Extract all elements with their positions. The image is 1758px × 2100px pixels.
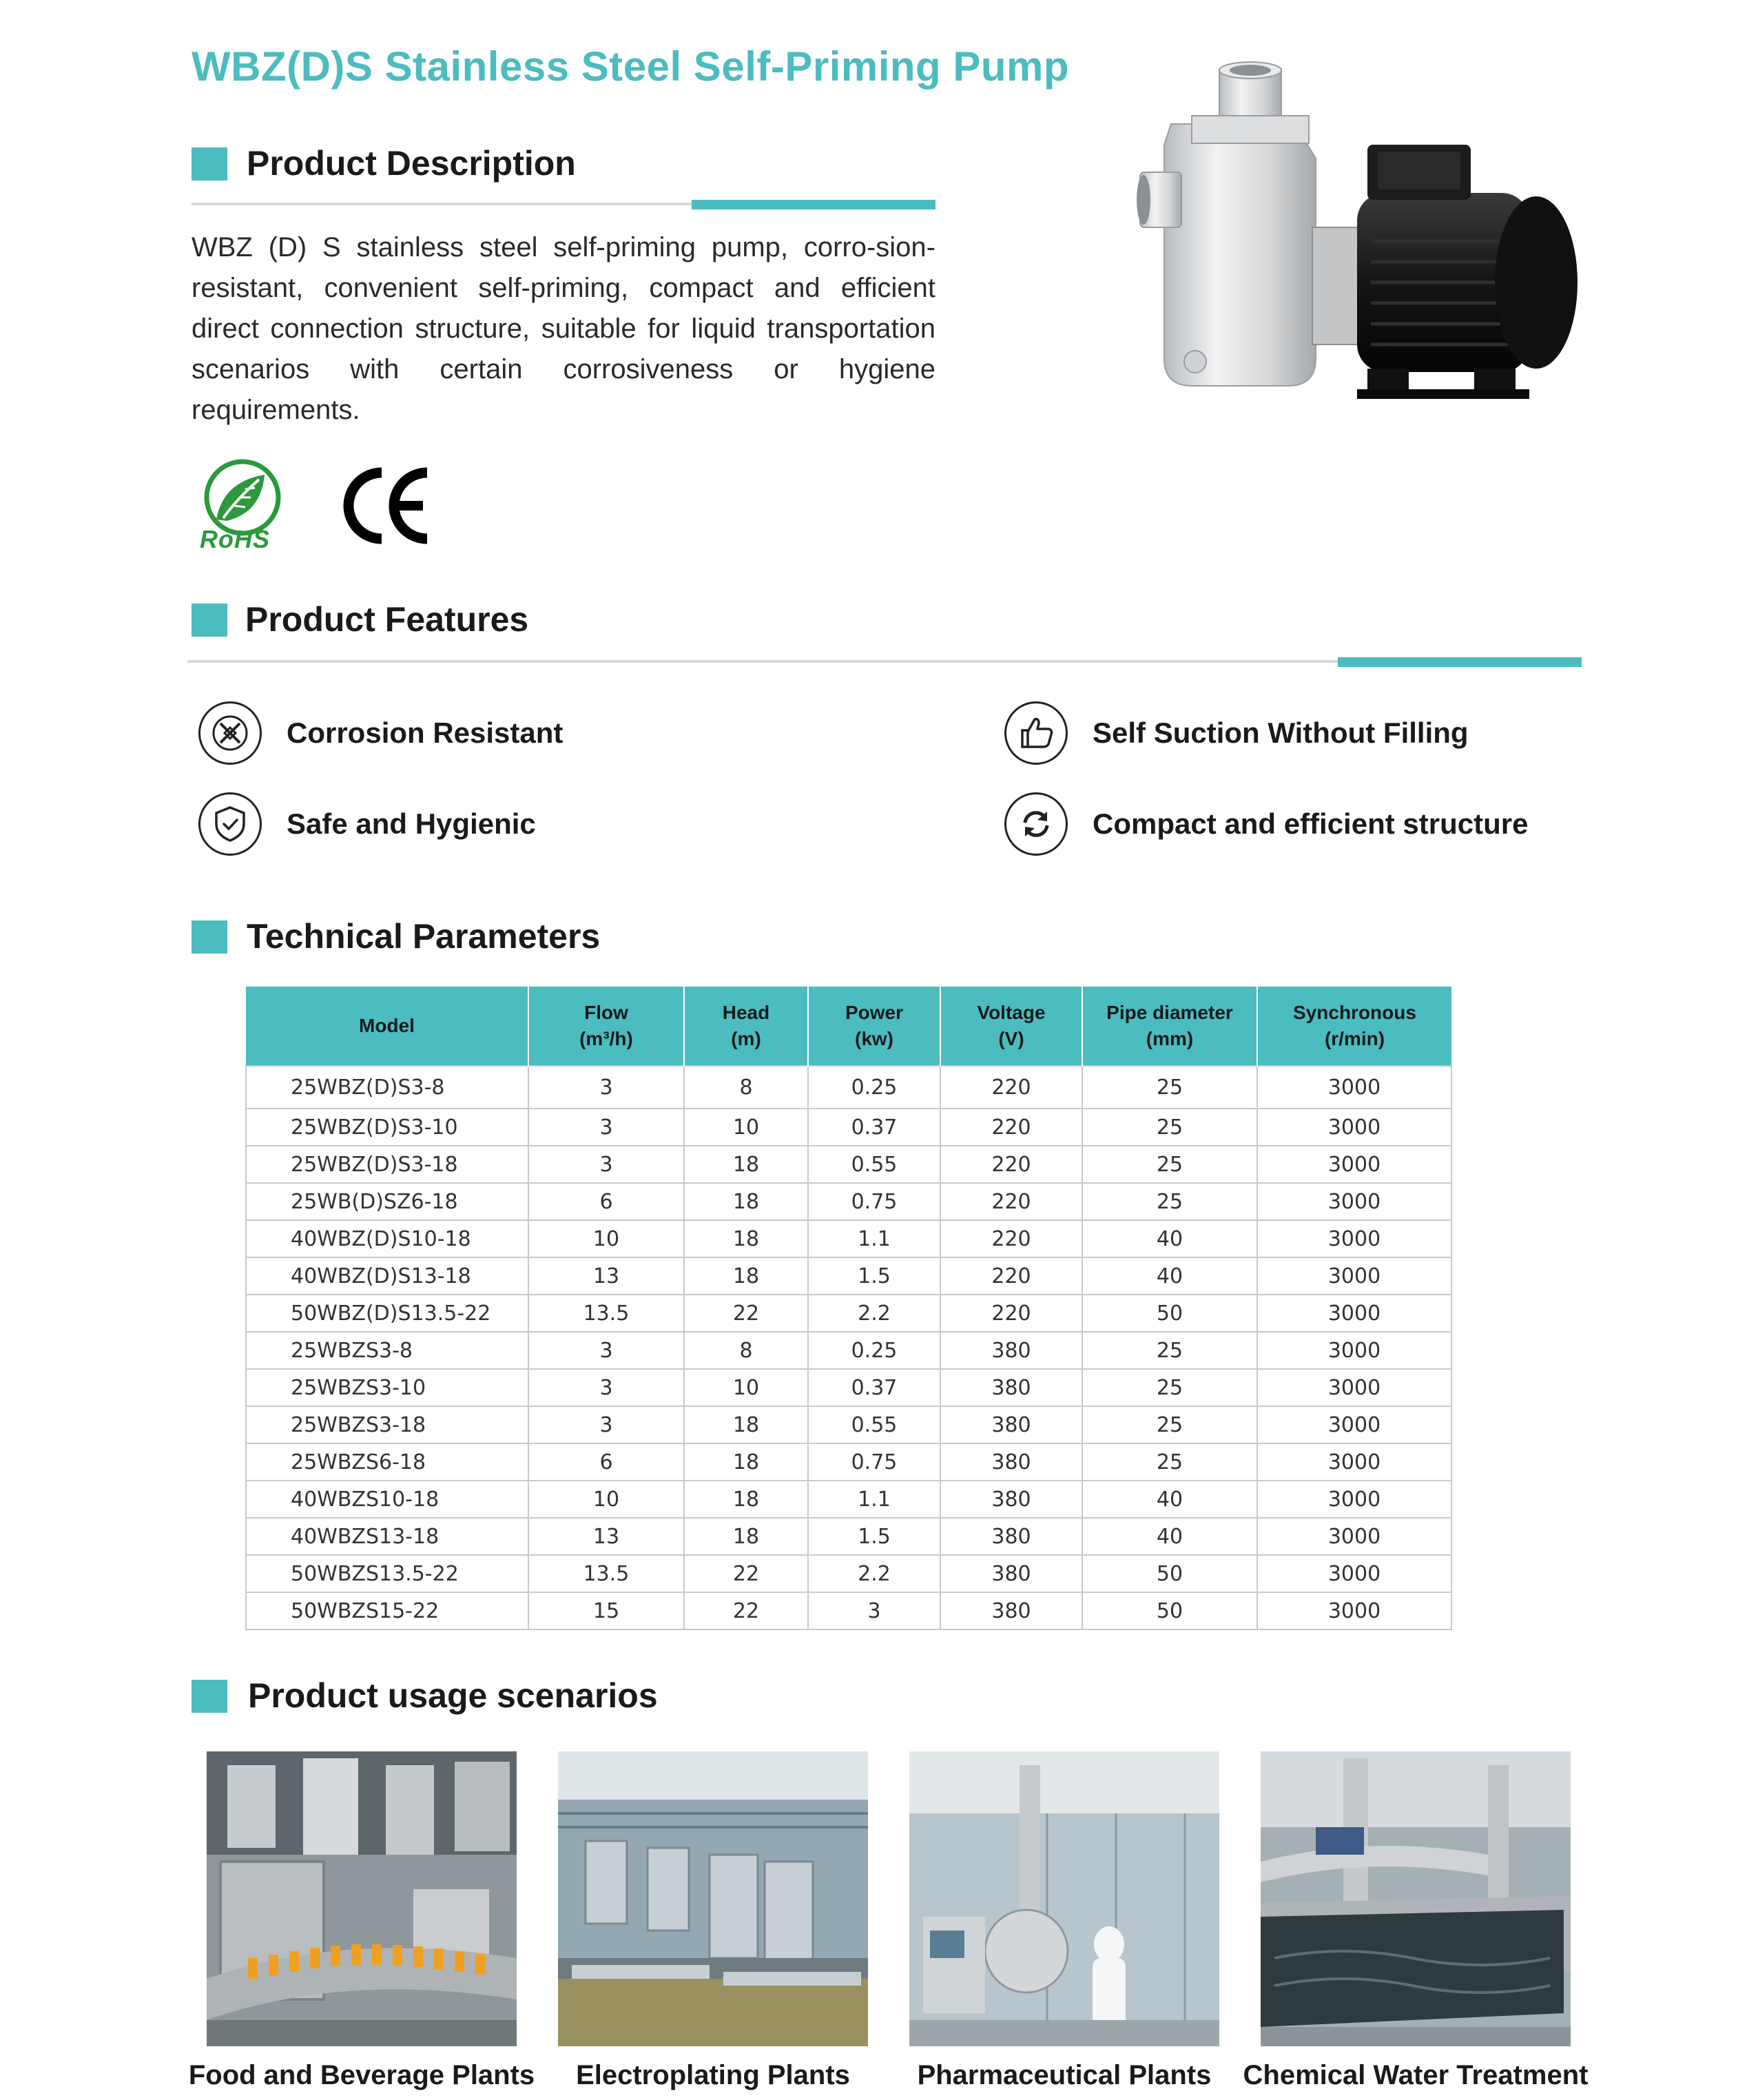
table-cell: 25 (1082, 1443, 1257, 1481)
column-header: Power (kw) (808, 987, 940, 1066)
ce-mark-logo (339, 464, 435, 547)
scenario-card (188, 1751, 535, 2090)
feature-label: Corrosion Resistant (287, 717, 563, 749)
table-cell: 3000 (1257, 1295, 1451, 1332)
table-cell: 0.75 (808, 1443, 940, 1481)
table-cell: 220 (940, 1146, 1082, 1183)
table-row (246, 1257, 1451, 1295)
shield-check-icon (198, 792, 262, 856)
table-cell: 18 (684, 1406, 808, 1443)
table-cell: 220 (940, 1257, 1082, 1295)
feature-label: Self Suction Without Filling (1093, 717, 1469, 749)
pharmaceutical-plant-photo (909, 1751, 1219, 2046)
model-cell: 25WBZS3-18 (246, 1406, 528, 1443)
table-cell: 25 (1082, 1183, 1257, 1220)
table-cell: 3000 (1257, 1481, 1451, 1518)
table-cell: 380 (940, 1443, 1082, 1481)
table-cell: 25 (1082, 1066, 1257, 1109)
table-cell: 380 (940, 1592, 1082, 1629)
table-cell: 15 (528, 1592, 684, 1629)
table-cell: 0.25 (808, 1066, 940, 1109)
table-cell: 3000 (1257, 1555, 1451, 1592)
table-cell: 10 (528, 1481, 684, 1518)
table-cell: 18 (684, 1183, 808, 1220)
table-cell: 18 (684, 1146, 808, 1183)
table-cell: 40 (1082, 1220, 1257, 1257)
table-header-row (246, 987, 1451, 1066)
table-cell: 1.1 (808, 1481, 940, 1518)
table-cell: 3000 (1257, 1369, 1451, 1406)
table-row (246, 1406, 1451, 1443)
table-row (246, 1481, 1451, 1518)
table-cell: 3 (528, 1109, 684, 1146)
table-cell: 3000 (1257, 1592, 1451, 1629)
feature-label: Compact and efficient structure (1093, 807, 1529, 840)
table-cell: 3 (528, 1406, 684, 1443)
section-title-description: Product Description (247, 144, 576, 183)
section-title-parameters: Technical Parameters (247, 917, 601, 956)
table-cell: 3 (528, 1332, 684, 1369)
feature-item (1004, 790, 1528, 858)
table-cell: 3000 (1257, 1146, 1451, 1183)
table-cell: 0.37 (808, 1109, 940, 1146)
table-cell: 220 (940, 1295, 1082, 1332)
table-cell: 380 (940, 1555, 1082, 1592)
corrosion-resistant-icon (198, 701, 262, 765)
table-cell: 13 (528, 1518, 684, 1555)
table-cell: 3000 (1257, 1443, 1451, 1481)
product-description-text: WBZ (D) S stainless steel self-priming pump, corro-sion-resistant, convenient self-priming, compact and efficient direct connection structure, suitable for liquid transportation scenarios with certain corrosiveness or hygiene requirements. (192, 232, 935, 425)
table-cell: 380 (940, 1369, 1082, 1406)
table-cell: 25 (1082, 1406, 1257, 1443)
table-row (246, 1109, 1451, 1146)
model-cell: 25WBZ(D)S3-10 (246, 1109, 528, 1146)
table-cell: 3000 (1257, 1183, 1451, 1220)
table-cell: 3 (528, 1369, 684, 1406)
food-beverage-plant-photo (207, 1751, 517, 2046)
chemical-water-treatment-photo (1261, 1751, 1571, 2046)
section-marker (192, 1680, 227, 1713)
table-cell: 0.25 (808, 1332, 940, 1369)
table-cell: 3000 (1257, 1518, 1451, 1555)
feature-label: Safe and Hygienic (287, 807, 536, 840)
model-cell: 40WBZS10-18 (246, 1481, 528, 1518)
table-cell: 1.5 (808, 1257, 940, 1295)
table-cell: 3000 (1257, 1066, 1451, 1109)
model-cell: 25WBZS6-18 (246, 1443, 528, 1481)
table-cell: 40 (1082, 1518, 1257, 1555)
table-cell: 3000 (1257, 1332, 1451, 1369)
rohs-label: RoHS (200, 525, 270, 553)
table-cell: 3000 (1257, 1109, 1451, 1146)
table-cell: 25 (1082, 1369, 1257, 1406)
table-cell: 0.37 (808, 1369, 940, 1406)
table-row (246, 1066, 1451, 1109)
table-cell: 22 (684, 1592, 808, 1629)
table-cell: 3 (528, 1066, 684, 1109)
column-header: Flow (m³/h) (528, 987, 684, 1066)
column-header: Head (m) (684, 987, 808, 1066)
table-cell: 50 (1082, 1295, 1257, 1332)
section-divider-accent (692, 200, 935, 209)
table-cell: 18 (684, 1220, 808, 1257)
table-row (246, 1295, 1451, 1332)
table-cell: 0.55 (808, 1146, 940, 1183)
table-cell: 220 (940, 1109, 1082, 1146)
scenario-card (909, 1751, 1219, 2090)
table-cell: 40 (1082, 1481, 1257, 1518)
table-cell: 13 (528, 1257, 684, 1295)
table-row (246, 1555, 1451, 1592)
rohs-leaf-logo (196, 457, 292, 554)
table-cell: 18 (684, 1481, 808, 1518)
table-cell: 10 (684, 1109, 808, 1146)
table-cell: 220 (940, 1183, 1082, 1220)
table-cell: 25 (1082, 1109, 1257, 1146)
column-header: Pipe diameter (mm) (1082, 987, 1257, 1066)
page-title: WBZ(D)S Stainless Steel Self-Priming Pump (192, 43, 1070, 90)
table-body (246, 1066, 1451, 1629)
table-cell: 3 (528, 1146, 684, 1183)
table-cell: 50 (1082, 1592, 1257, 1629)
cycle-arrows-icon (1004, 792, 1068, 856)
table-cell: 3 (808, 1592, 940, 1629)
table-cell: 220 (940, 1066, 1082, 1109)
electroplating-plant-photo (558, 1751, 868, 2046)
table-cell: 2.2 (808, 1295, 940, 1332)
table-cell: 3000 (1257, 1220, 1451, 1257)
table-cell: 380 (940, 1518, 1082, 1555)
table-cell: 0.55 (808, 1406, 940, 1443)
table-cell: 1.5 (808, 1518, 940, 1555)
table-cell: 6 (528, 1443, 684, 1481)
table-row (246, 1518, 1451, 1555)
table-cell: 50 (1082, 1555, 1257, 1592)
model-cell: 50WBZ(D)S13.5-22 (246, 1295, 528, 1332)
model-cell: 25WBZ(D)S3-18 (246, 1146, 528, 1183)
table-cell: 13.5 (528, 1555, 684, 1592)
table-row (246, 1146, 1451, 1183)
scenario-card (558, 1751, 868, 2090)
scenario-label: Chemical Water Treatment (1243, 2060, 1589, 2090)
table-row (246, 1592, 1451, 1629)
table-cell: 380 (940, 1406, 1082, 1443)
table-cell: 6 (528, 1183, 684, 1220)
column-header: Synchronous (r/min) (1257, 987, 1451, 1066)
column-header: Model (246, 987, 528, 1066)
section-title-scenarios: Product usage scenarios (248, 1676, 658, 1715)
section-title-features: Product Features (245, 600, 529, 639)
model-cell: 25WBZ(D)S3-8 (246, 1066, 528, 1109)
table-cell: 22 (684, 1555, 808, 1592)
section-marker (192, 920, 227, 954)
table-cell: 3000 (1257, 1406, 1451, 1443)
feature-item (198, 699, 563, 768)
feature-item (198, 790, 536, 858)
table-cell: 18 (684, 1518, 808, 1555)
table-cell: 22 (684, 1295, 808, 1332)
model-cell: 50WBZS13.5-22 (246, 1555, 528, 1592)
model-cell: 50WBZS15-22 (246, 1592, 528, 1629)
table-cell: 10 (528, 1220, 684, 1257)
scenario-card (1243, 1751, 1589, 2090)
pump-product-image (1130, 55, 1584, 413)
table-cell: 8 (684, 1332, 808, 1369)
model-cell: 25WBZS3-10 (246, 1369, 528, 1406)
model-cell: 25WBZS3-8 (246, 1332, 528, 1369)
table-cell: 220 (940, 1220, 1082, 1257)
model-cell: 25WB(D)SZ6-18 (246, 1183, 528, 1220)
column-header: Voltage (V) (940, 987, 1082, 1066)
model-cell: 40WBZ(D)S10-18 (246, 1220, 528, 1257)
table-cell: 3000 (1257, 1257, 1451, 1295)
table-cell: 380 (940, 1481, 1082, 1518)
section-divider-accent (1338, 657, 1582, 667)
section-marker (192, 147, 227, 181)
table-row (246, 1332, 1451, 1369)
feature-item (1004, 699, 1469, 768)
table-cell: 25 (1082, 1332, 1257, 1369)
table-row (246, 1369, 1451, 1406)
table-cell: 0.75 (808, 1183, 940, 1220)
table-row (246, 1220, 1451, 1257)
table-cell: 40 (1082, 1257, 1257, 1295)
table-cell: 10 (684, 1369, 808, 1406)
table-cell: 25 (1082, 1146, 1257, 1183)
table-cell: 18 (684, 1257, 808, 1295)
table-cell: 1.1 (808, 1220, 940, 1257)
table-row (246, 1183, 1451, 1220)
table-cell: 8 (684, 1066, 808, 1109)
table-cell: 380 (940, 1332, 1082, 1369)
thumbs-up-icon (1004, 701, 1068, 765)
section-marker (192, 604, 227, 637)
table-cell: 18 (684, 1443, 808, 1481)
table-cell: 2.2 (808, 1555, 940, 1592)
scenario-label: Electroplating Plants (576, 2060, 850, 2090)
technical-parameters-table (245, 987, 1452, 1630)
scenario-label: Food and Beverage Plants (188, 2060, 535, 2090)
table-row (246, 1443, 1451, 1481)
scenario-label: Pharmaceutical Plants (917, 2060, 1212, 2090)
model-cell: 40WBZS13-18 (246, 1518, 528, 1555)
table-cell: 13.5 (528, 1295, 684, 1332)
model-cell: 40WBZ(D)S13-18 (246, 1257, 528, 1295)
